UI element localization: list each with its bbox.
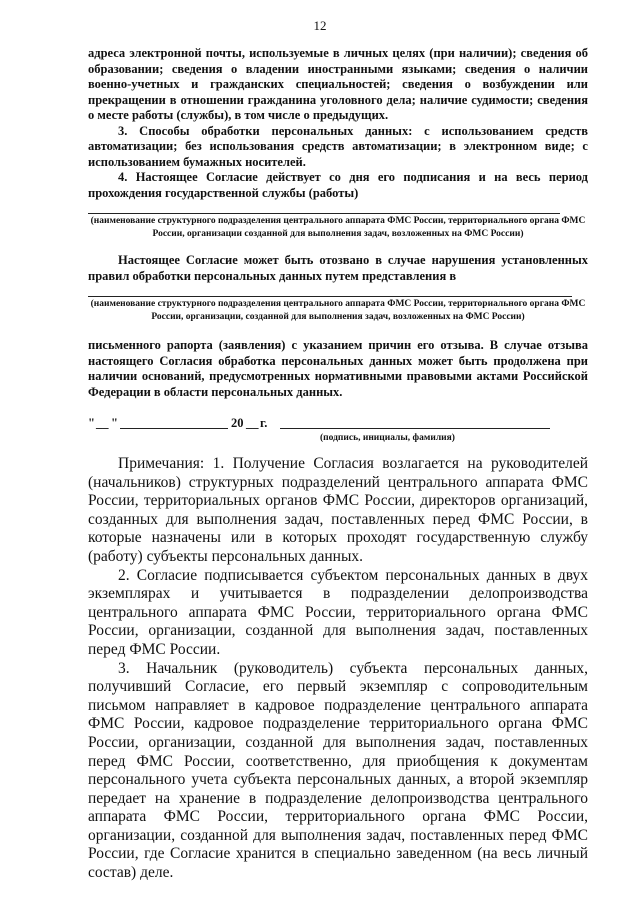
date-year-suffix: г. <box>260 416 268 430</box>
paragraph-data-list: адреса электронной почты, используемые в личных целях (при наличии); сведения об образовании; сведения о владении иностранными языками; сведения о наличии военно-учетных и гражданских специальностей; сведения о возбуждении или прекращении в отношении гражданина уголовного дела; наличие судимости; сведения о месте работы (службы), в том числе о предыдущих. <box>88 46 588 122</box>
date-quote-open: " <box>88 416 95 430</box>
paragraph-processing-methods: 3. Способы обработки персональных данных: с использованием средств автоматизации; без использования средств автоматизации; в электронном виде; с использованием бумажных носителей. <box>88 123 588 169</box>
date-year-prefix: 20 <box>231 416 244 430</box>
report-section <box>88 338 588 400</box>
date-day-blank: __ <box>96 416 109 430</box>
date-quote-close: " <box>111 416 118 430</box>
note-1: Примечания: 1. Получение Согласия возлагается на руководителей (начальников) структурных подразделений центрального аппарата ФМС России, территориальных органов ФМС России, директоров организаций, созданных для выполнения задач, поставленных перед ФМС России, в которые назначены или в которых проходят государственную службу (работу) субъекты персональных данных. <box>88 455 588 565</box>
paragraph-validity-period: 4. Настоящее Согласие действует со дня его подписания и на весь период прохождения государственной службы (работы) <box>88 170 588 200</box>
signature-caption: (подпись, инициалы, фамилия) <box>320 433 455 443</box>
note-2: 2. Согласие подписывается субъектом персональных данных в двух экземплярах и учитывается в подразделении делопроизводства центрального аппарата ФМС России, территориального органа ФМС России, организации, созданной для выполнения задач, поставленных перед ФМС России. <box>88 566 588 658</box>
date-month-blank <box>120 428 228 429</box>
note-3: 3. Начальник (руководитель) субъекта персональных данных, получивший Согласие, его первый экземпляр с сопроводительным письмом направляет в кадровое подразделение центрального аппарата ФМС России, кадровое подразделение территориального органа ФМС России, организации, созданной для выполнения задач, поставленных перед ФМС России, соответственно, для приобщения к документам персонального учета субъекта персональных данных, а второй экземпляр передает на хранение в подразделение делопроизводства центрального аппарата ФМС России, территориального органа ФМС России, организации, созданной для выполнения задач, поставленных перед ФМС России, где Согласие хранится в специально заведенном (на весь личный состав) деле. <box>88 659 588 882</box>
page-number: 12 <box>313 18 327 33</box>
paragraph-revocation: Настоящее Согласие может быть отозвано в случае нарушения установленных правил обработки персональных данных путем представления в <box>88 253 588 283</box>
paragraph-written-report: письменного рапорта (заявления) с указанием причин его отзыва. В случае отзыва настоящего Согласия обработка персональных данных может быть продолжена при наличии оснований, предусмотренных нормативными правовыми актами Российской Федерации в области персональных данных. <box>88 338 588 399</box>
notes-section <box>88 455 588 883</box>
caption-2: (наименование структурного подразделения центрального аппарата ФМС России, территориального органа ФМС России, организации, созданной для выполнения задач, возложенных на ФМС России) <box>90 299 586 322</box>
blank-line-2 <box>88 296 572 297</box>
signature-blank <box>280 428 550 429</box>
top-section <box>88 46 588 201</box>
blank-line-1 <box>88 213 560 214</box>
date-year-blank: __ <box>246 416 259 430</box>
revoke-section <box>88 253 588 284</box>
caption-1: (наименование структурного подразделения центрального аппарата ФМС России, территориального органа ФМС России, организации созданной для выполнения задач, возложенных на ФМС России) <box>90 216 586 239</box>
